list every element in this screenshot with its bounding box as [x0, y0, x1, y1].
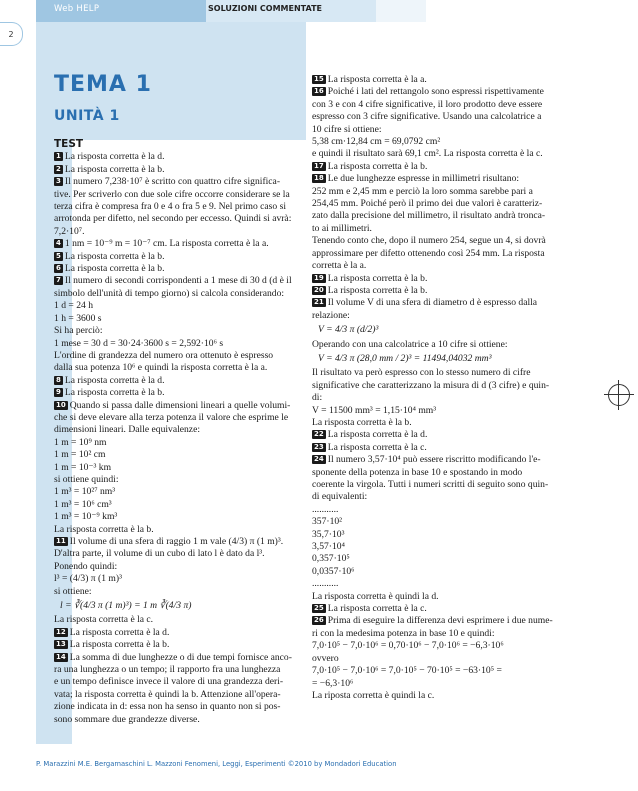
- line-text: di:: [312, 392, 323, 404]
- header-left-label: Web HELP: [54, 4, 100, 14]
- line-text: dimensioni lineari. Dalle equivalenze:: [54, 424, 200, 436]
- line-text: La risposta corretta è la b.: [327, 160, 428, 172]
- text-line: [312, 161, 590, 173]
- line-text: arrotonda per difetto, nel secondo per eccesso. Quindi si avrà:: [54, 213, 292, 225]
- line-text: L'ordine di grandezza del numero ora ottenuto è espresso: [54, 349, 274, 361]
- text-line: [312, 405, 590, 417]
- text-line: [54, 176, 308, 188]
- line-text: 1 mese = 30 d = 30·24·3600 s = 2,592·10⁶ s: [54, 337, 224, 349]
- text-line: [54, 437, 308, 449]
- question-number-badge: 3: [56, 177, 61, 186]
- left-answer-list: [54, 151, 308, 726]
- text-line: [54, 362, 308, 374]
- question-number-badge: 11: [56, 537, 66, 545]
- text-line: [312, 529, 590, 541]
- question-number-badge: 24: [314, 455, 324, 464]
- line-text: 1 nm = 10⁻⁹ m = 10⁻⁷ cm. La risposta corretta è la a.: [64, 238, 269, 250]
- text-line: [312, 74, 590, 86]
- question-number-badge: 2: [56, 164, 61, 173]
- text-line: [54, 536, 308, 548]
- text-line: [54, 614, 308, 626]
- text-line: [312, 615, 590, 627]
- text-line: [54, 275, 308, 287]
- line-text: che si deve elevare alla terza potenza il valore che esprime le: [54, 411, 289, 423]
- question-number-badge: 18: [314, 174, 324, 183]
- line-text: simbolo dell'unità di tempo giorno) si calcola considerando:: [54, 287, 285, 299]
- question-number-badge: 13: [56, 640, 66, 649]
- text-line: [54, 689, 308, 701]
- text-line: [312, 491, 590, 503]
- line-text: La risposta corretta è la d.: [64, 374, 165, 386]
- line-text: e quindi il risultato sarà 69,1 cm². La risposta corretta è la c.: [312, 148, 543, 160]
- question-number-badge: 19: [314, 273, 324, 282]
- text-line: [312, 235, 590, 247]
- registration-mark-icon: [604, 380, 634, 410]
- line-text: La risposta corretta è la a.: [327, 74, 427, 85]
- text-line: [312, 173, 590, 185]
- line-text: La risposta corretta è la b.: [312, 416, 412, 428]
- line-text: 252 mm e 2,45 mm e perciò la loro somma sarebbe pari a: [312, 185, 533, 197]
- question-number-badge: 26: [314, 616, 324, 625]
- text-line: [54, 251, 308, 263]
- line-text: sponente della potenza in base 10 e spostando in modo: [312, 466, 523, 478]
- text-line: [54, 462, 308, 474]
- question-number-badge: 6: [56, 264, 61, 273]
- line-text: dalla sua potenza 10⁶ e quindi la risposta corretta è la a.: [54, 362, 268, 374]
- line-text: Le due lunghezze espresse in millimetri risultano:: [327, 173, 520, 185]
- line-text: Quando si passa dalle dimensioni lineari a quelle volumi-: [69, 399, 291, 411]
- line-text: Il numero 7,238·10⁷ è scritto con quattro cifre significa-: [64, 176, 281, 188]
- line-text: La risposta corretta è la d.: [69, 626, 170, 638]
- text-line: [312, 148, 590, 160]
- line-text: 0,0357·10⁶: [312, 565, 355, 577]
- line-text: La risposta corretta è la b.: [69, 639, 170, 651]
- text-line: [312, 248, 590, 260]
- text-line: [54, 701, 308, 713]
- line-text: ra una lunghezza o un tempo; il rapporto fra una lunghezza: [54, 664, 281, 676]
- text-line: [54, 213, 308, 225]
- text-line: [54, 714, 308, 726]
- line-text: V = 4/3 π (d/2)³: [318, 324, 379, 336]
- text-line: [54, 561, 308, 573]
- text-line: [54, 164, 308, 176]
- text-line: [312, 310, 590, 322]
- line-text: 1 m = 10² cm: [54, 449, 106, 461]
- text-line: [312, 454, 590, 466]
- line-text: V = 4/3 π (28,0 mm / 2)³ = 11494,04032 mm³: [318, 352, 492, 364]
- line-text: relazione:: [312, 309, 350, 321]
- line-text: con 3 e con 4 cifre significative, il loro prodotto deve essere: [312, 98, 543, 110]
- text-line: [312, 429, 590, 441]
- text-line: [54, 226, 308, 238]
- text-line: [312, 553, 590, 565]
- text-line: [54, 412, 308, 424]
- text-line: [54, 338, 308, 350]
- line-text: La risposta corretta è la b.: [327, 284, 428, 296]
- line-text: La risposta corretta è la c.: [327, 441, 427, 453]
- text-line: [312, 367, 590, 379]
- line-text: tive. Per scriverlo con due sole cifre occorre considerare se la: [54, 188, 290, 200]
- line-text: 7,0·10⁵ − 7,0·10⁶ = 0,70·10⁶ − 7,0·10⁶ = −6,3·10⁶: [312, 640, 504, 652]
- text-line: [54, 573, 308, 585]
- page-footer: P. Marazzini M.E. Bergamaschini L. Mazzoni Fenomeni, Leggi, Esperimenti ©2010 by Mondadori Education: [36, 760, 397, 768]
- text-line: [54, 325, 308, 337]
- text-line: [54, 300, 308, 312]
- text-line: [312, 665, 590, 677]
- line-text: 254,45 mm. Poiché però il primo dei due valori è caratteriz-: [312, 198, 543, 210]
- line-text: Il volume di una sfera di raggio 1 m vale (4/3) π (1 m)³.: [69, 536, 284, 547]
- page-title: TEMA 1: [54, 72, 152, 97]
- right-column: [312, 74, 590, 702]
- line-text: sono sommare due grandezze diverse.: [54, 713, 200, 725]
- text-line: [54, 375, 308, 387]
- line-text: si ottiene quindi:: [54, 473, 119, 485]
- line-text: D'altra parte, il volume di un cubo di lato l è dato da l³.: [54, 548, 265, 560]
- line-text: Operando con una calcolatrice a 10 cifre si ottiene:: [312, 338, 508, 350]
- text-line: [54, 652, 308, 664]
- line-text: 5,38 cm·12,84 cm = 69,0792 cm²: [312, 136, 441, 148]
- line-text: 1 m = 10⁻³ km: [54, 461, 112, 473]
- text-line: [312, 653, 590, 665]
- line-text: Il risultato va però espresso con lo stesso numero di cifre: [312, 367, 531, 379]
- line-text: 1 m³ = 10⁶ cm³: [54, 498, 112, 510]
- line-text: La risposta corretta è la c.: [327, 603, 427, 615]
- line-text: approssimare per difetto ottenendo così 254 mm. La risposta: [312, 247, 545, 259]
- text-line: [312, 603, 590, 615]
- line-text: V = 11500 mm³ = 1,15·10⁴ mm³: [312, 404, 437, 416]
- text-line: [54, 400, 308, 412]
- line-text: zato dalla precisione del millimetro, il risultato andrà tronca-: [312, 210, 546, 222]
- question-number-badge: 17: [314, 161, 324, 170]
- line-text: 7,2·10⁷.: [54, 225, 85, 237]
- text-line: [54, 511, 308, 523]
- text-line: [54, 201, 308, 213]
- question-number-badge: 10: [56, 400, 66, 409]
- text-line: [312, 186, 590, 198]
- line-text: 3,57·10⁴: [312, 541, 345, 553]
- text-line: [54, 313, 308, 325]
- text-line: [312, 223, 590, 235]
- line-text: Tenendo conto che, dopo il numero 254, segue un 4, si dovrà: [312, 235, 546, 247]
- text-line: [312, 285, 590, 297]
- text-line: [312, 516, 590, 528]
- line-text: La risposta corretta è la b.: [64, 387, 165, 399]
- line-text: 35,7·10³: [312, 528, 345, 540]
- text-line: [312, 467, 590, 479]
- question-number-badge: 16: [314, 87, 324, 96]
- header-band-right: [376, 0, 426, 22]
- line-text: La risposta corretta è la b.: [327, 272, 428, 284]
- text-line: [312, 504, 590, 516]
- header-center-label: SOLUZIONI COMMENTATE: [208, 4, 322, 13]
- line-text: La risposta corretta è quindi la d.: [312, 590, 439, 602]
- left-column: [54, 138, 308, 726]
- text-line: [312, 591, 590, 603]
- question-number-badge: 25: [314, 604, 324, 613]
- line-text: La riposta corretta è quindi la c.: [312, 689, 435, 701]
- question-number-badge: 4: [56, 239, 61, 248]
- line-text: si ottiene:: [54, 585, 92, 597]
- text-line: [312, 297, 590, 309]
- text-line: [54, 486, 308, 498]
- line-text: Poiché i lati del rettangolo sono espressi rispettivamente: [327, 86, 544, 98]
- line-text: Il numero di secondi corrispondenti a 1 mese di 30 d (d è il: [64, 275, 292, 287]
- test-heading: TEST: [54, 138, 84, 150]
- line-text: La risposta corretta è la c.: [54, 614, 154, 626]
- question-number-badge: 21: [314, 298, 324, 307]
- text-line: [312, 541, 590, 553]
- line-text: La somma di due lunghezze o di due tempi fornisce anco-: [69, 651, 292, 663]
- text-line: [54, 387, 308, 399]
- line-text: 1 m³ = 10²⁷ nm³: [54, 486, 116, 498]
- text-line: [312, 124, 590, 136]
- text-line: [54, 424, 308, 436]
- line-text: La risposta corretta è la d.: [64, 151, 165, 163]
- question-number-badge: 22: [314, 430, 324, 439]
- line-text: l³ = (4/3) π (1 m)³: [54, 573, 122, 585]
- question-number-badge: 7: [56, 276, 61, 285]
- text-line: [312, 380, 590, 392]
- line-text: Il numero 3,57·10⁴ può essere riscritto modificando l'e-: [327, 454, 541, 466]
- line-text: 10 cifre si ottiene:: [312, 123, 382, 135]
- line-text: di equivalenti:: [312, 491, 368, 503]
- line-text: 1 m = 10⁹ nm: [54, 436, 107, 448]
- question-number-badge: 1: [56, 152, 61, 161]
- line-text: l = ∛(4/3 π (1 m)³) = 1 m ∛(4/3 π): [60, 600, 192, 612]
- page-number: 2: [0, 22, 23, 46]
- text-line: [312, 578, 590, 590]
- text-line: [312, 479, 590, 491]
- question-number-badge: 20: [314, 285, 324, 294]
- text-line: [54, 548, 308, 560]
- text-line: [312, 640, 590, 652]
- formula-line: [54, 598, 308, 614]
- question-number-badge: 9: [56, 388, 61, 397]
- unit-title: UNITÀ 1: [54, 108, 120, 124]
- right-answer-list: [312, 74, 590, 702]
- text-line: [312, 198, 590, 210]
- text-line: [312, 339, 590, 351]
- text-line: [312, 566, 590, 578]
- text-line: [312, 417, 590, 429]
- line-text: espresso con 3 cifre significative. Usando una calcolatrice a: [312, 111, 542, 123]
- line-text: La risposta corretta è la b.: [64, 250, 165, 262]
- line-text: 1 h = 3600 s: [54, 312, 102, 324]
- text-line: [54, 586, 308, 598]
- text-line: [54, 676, 308, 688]
- line-text: significative che caratterizzano la misura di d (3 cifre) e quin-: [312, 379, 550, 391]
- text-line: [312, 442, 590, 454]
- text-line: [54, 639, 308, 651]
- text-line: [312, 260, 590, 272]
- formula-line: [312, 351, 590, 367]
- text-line: [312, 273, 590, 285]
- line-text: La risposta corretta è la d.: [327, 429, 428, 441]
- line-text: coerente la virgola. Tutti i numeri scritti di seguito sono quin-: [312, 479, 549, 490]
- formula-line: [312, 322, 590, 338]
- line-text: corretta è la a.: [312, 260, 367, 272]
- question-number-badge: 14: [56, 652, 66, 661]
- text-line: [312, 628, 590, 640]
- text-line: [54, 499, 308, 511]
- text-line: [54, 238, 308, 250]
- text-line: [54, 263, 308, 275]
- text-line: [54, 350, 308, 362]
- line-text: ovvero: [312, 652, 339, 664]
- text-line: [312, 86, 590, 98]
- line-text: La risposta corretta è la b.: [64, 163, 165, 175]
- question-number-badge: 23: [314, 442, 324, 451]
- line-text: 1 m³ = 10⁻⁹ km³: [54, 511, 118, 523]
- line-text: = −6,3·10⁶: [312, 677, 354, 689]
- text-line: [312, 136, 590, 148]
- text-line: [312, 392, 590, 404]
- text-line: [54, 189, 308, 201]
- text-line: [312, 678, 590, 690]
- line-text: La risposta corretta è la b.: [64, 263, 165, 275]
- line-text: Prima di eseguire la differenza devi esprimere i due nume-: [327, 615, 553, 627]
- line-text: ri con la medesima potenza in base 10 e quindi:: [312, 627, 495, 639]
- line-text: Si ha perciò:: [54, 325, 103, 337]
- line-text: La risposta corretta è la b.: [54, 523, 154, 535]
- text-line: [54, 524, 308, 536]
- text-line: [54, 627, 308, 639]
- text-line: [312, 210, 590, 222]
- line-text: 1 d = 24 h: [54, 300, 93, 312]
- line-text: 357·10²: [312, 516, 343, 528]
- text-line: [54, 474, 308, 486]
- text-line: [54, 288, 308, 300]
- line-text: ...........: [312, 503, 339, 515]
- line-text: ...........: [312, 578, 339, 590]
- text-line: [312, 690, 590, 702]
- line-text: to ai millimetri.: [312, 222, 372, 234]
- question-number-badge: 8: [56, 375, 61, 384]
- line-text: Il volume V di una sfera di diametro d è espresso dalla: [327, 297, 538, 309]
- text-line: [312, 99, 590, 111]
- text-line: [54, 664, 308, 676]
- question-number-badge: 15: [314, 75, 324, 83]
- question-number-badge: 5: [56, 251, 61, 260]
- line-text: 7,0·10⁵ − 7,0·10⁶ = 7,0·10⁵ − 70·10⁵ = −63·10⁵ =: [312, 665, 502, 677]
- line-text: zione indicata in d: essa non ha senso in quanto non si pos-: [54, 701, 281, 713]
- text-line: [54, 449, 308, 461]
- line-text: vata; la risposta corretta è quindi la b. Attenzione all'opera-: [54, 688, 281, 700]
- line-text: 0,357·10⁵: [312, 553, 350, 565]
- question-number-badge: 12: [56, 627, 66, 636]
- line-text: terza cifra è compresa fra 0 e 4 o fra 5 e 9. Nel primo caso si: [54, 201, 287, 213]
- line-text: e un tempo definisce invece il valore di una grandezza deri-: [54, 676, 284, 688]
- text-line: [312, 111, 590, 123]
- text-line: [54, 151, 308, 163]
- line-text: Ponendo quindi:: [54, 560, 118, 572]
